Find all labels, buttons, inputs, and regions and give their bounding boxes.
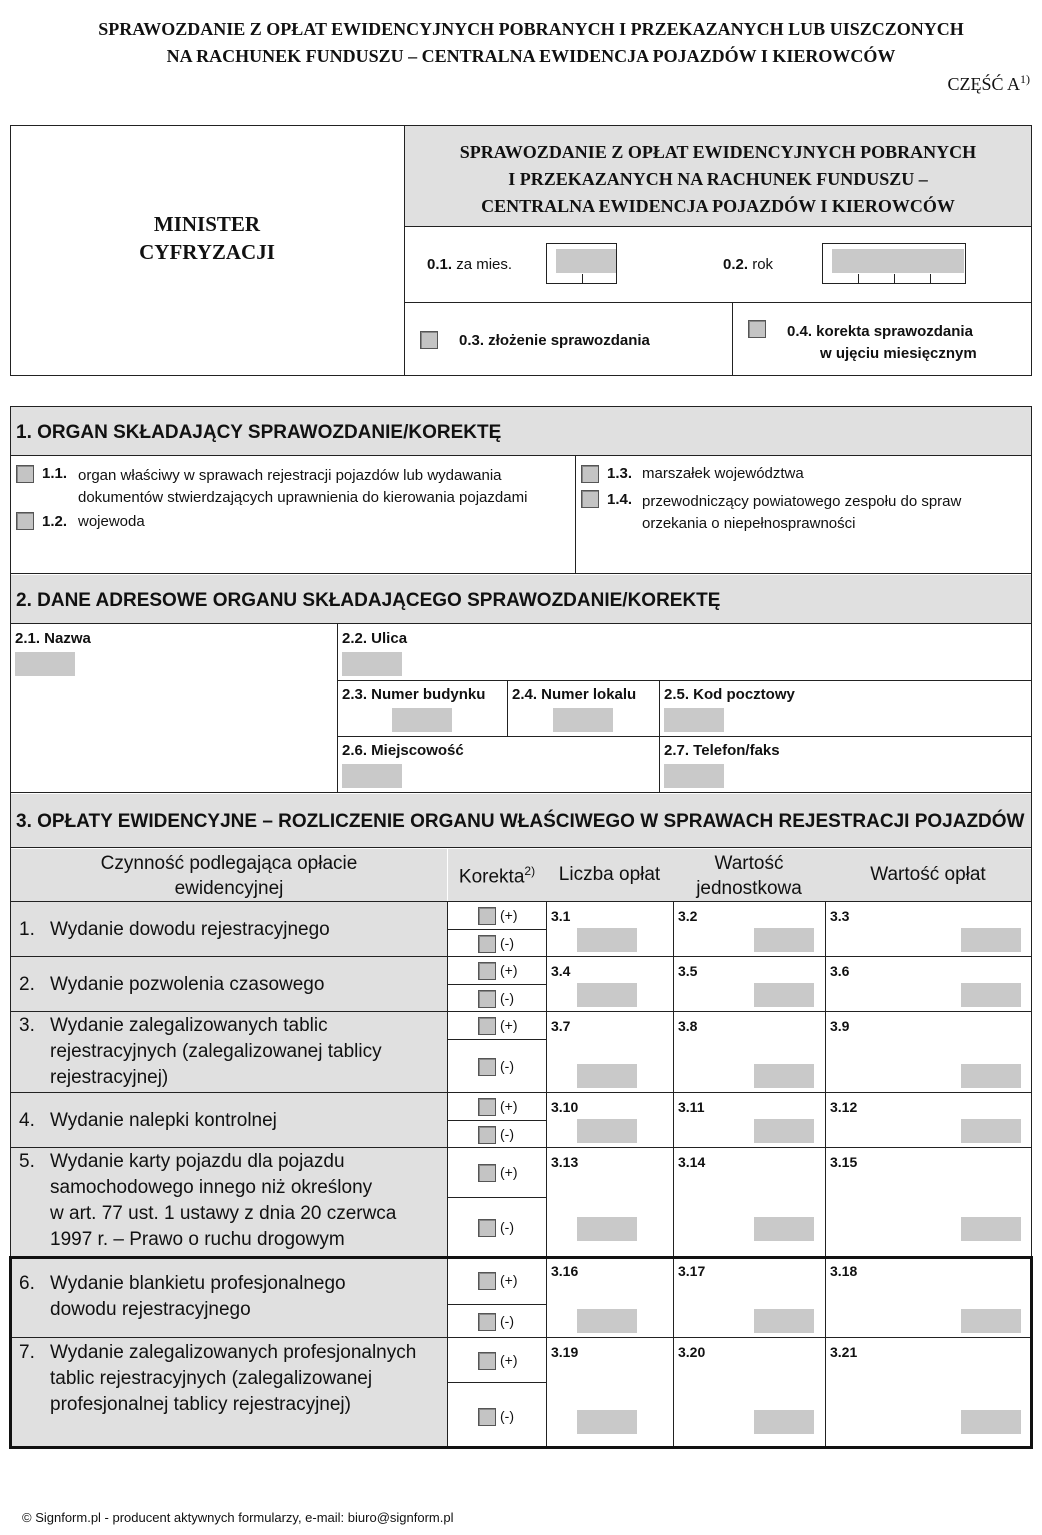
row-2-count-input[interactable] <box>577 983 637 1007</box>
minus-label: (-) <box>500 1313 514 1329</box>
row-divider <box>10 901 1032 902</box>
section3-title: 3. OPŁATY EWIDENCYJNE – ROZLICZENIE ORGANU WŁAŚCIWEGO W SPRAWACH REJESTRACJI POJAZDÓW <box>11 794 1031 848</box>
name-input[interactable] <box>15 652 75 676</box>
column-divider <box>673 956 674 1011</box>
city-label: 2.6. Miejscowość <box>342 742 464 759</box>
column-divider <box>673 1092 674 1147</box>
plus-label: (+) <box>500 1164 518 1180</box>
row-divider <box>10 956 1032 957</box>
row-3-minus-checkbox[interactable] <box>478 1058 496 1076</box>
unit-cell-number: 3.2 <box>678 908 698 924</box>
submit-label: 0.3. złożenie sprawozdania <box>459 332 650 349</box>
minus-label: (-) <box>500 1408 514 1424</box>
row-5-minus-checkbox[interactable] <box>478 1219 496 1237</box>
column-divider <box>825 1011 826 1092</box>
row-4-label: Wydanie nalepki kontrolnej <box>50 1110 277 1131</box>
row-6-number: 6. <box>19 1273 35 1294</box>
year-label: 0.2. rok <box>723 256 774 273</box>
row-6-label: Wydanie blankietu profesjonalnego dowodu rejestracyjnego <box>50 1273 346 1320</box>
row-2-number: 2. <box>19 974 35 995</box>
row-2-unit-value-input[interactable] <box>754 983 814 1007</box>
col-count-header: Liczba opłat <box>558 864 661 885</box>
row-1-unit-value-input[interactable] <box>754 928 814 952</box>
column-divider <box>673 1147 674 1256</box>
count-cell-number: 3.4 <box>551 963 571 979</box>
organ-1-3-checkbox[interactable] <box>581 465 599 483</box>
minus-label: (-) <box>500 1219 514 1235</box>
postal-label: 2.5. Kod pocztowy <box>664 686 795 703</box>
plus-label: (+) <box>500 1272 518 1288</box>
total-cell-number: 3.3 <box>830 908 850 924</box>
total-cell-number: 3.15 <box>830 1154 858 1170</box>
plus-label: (+) <box>500 962 518 978</box>
month-label: 0.1. za mies. <box>427 256 513 273</box>
row-3-label: Wydanie zalegalizowanych tablic rejestracyjnych (zalegalizowanej tablicy rejestracyjnej) <box>50 1015 382 1088</box>
organ-1-2-label: wojewoda <box>78 513 145 530</box>
row-1-plus-checkbox[interactable] <box>478 907 496 925</box>
month-input[interactable] <box>546 243 617 284</box>
row-2-plus-checkbox[interactable] <box>478 962 496 980</box>
form-title-line1: SPRAWOZDANIE Z OPŁAT EWIDENCYJNYCH POBRANYCH I PRZEKAZANYCH LUB UISZCZONYCH <box>98 19 964 39</box>
report-title: SPRAWOZDANIE Z OPŁAT EWIDENCYJNYCH POBRANYCH I PRZEKAZANYCH NA RACHUNEK FUNDUSZU – CENTRALNA EWIDENCJA POJAZDÓW I KIEROWCÓW <box>405 126 1031 227</box>
row-4-total-value-input[interactable] <box>961 1119 1021 1143</box>
row-5-total-value-input[interactable] <box>961 1217 1021 1241</box>
unit-label: 2.4. Numer lokalu <box>512 686 637 703</box>
unit-cell-number: 3.20 <box>678 1344 706 1360</box>
year-input[interactable] <box>822 243 966 284</box>
plus-label: (+) <box>500 907 518 923</box>
row-4-unit-value-input[interactable] <box>754 1119 814 1143</box>
row-2-total-value-input[interactable] <box>961 983 1021 1007</box>
row-1-total-value-input[interactable] <box>961 928 1021 952</box>
organ-1-4-checkbox[interactable] <box>581 490 599 508</box>
plus-label: (+) <box>500 1098 518 1114</box>
correction-divider <box>447 1039 546 1040</box>
row-4-plus-checkbox[interactable] <box>478 1098 496 1116</box>
row-2-label: Wydanie pozwolenia czasowego <box>50 974 325 995</box>
organ-1-1-label: organ właściwy w sprawach rejestracji pojazdów lub wydawania dokumentów stwierdzających uprawnienia do kierowania pojazdami <box>78 467 528 506</box>
unit-cell-number: 3.11 <box>678 1099 705 1115</box>
correction-divider <box>447 1197 546 1198</box>
phone-label: 2.7. Telefon/faks <box>664 742 780 759</box>
name-label: 2.1. Nazwa <box>15 630 91 647</box>
postal-input[interactable] <box>664 708 724 732</box>
minus-label: (-) <box>500 1126 514 1142</box>
col-total-header: Wartość opłat <box>870 864 986 885</box>
row-2-minus-checkbox[interactable] <box>478 990 496 1008</box>
row-5-number: 5. <box>19 1151 35 1172</box>
row-3-total-value-input[interactable] <box>961 1064 1021 1088</box>
row-5-label: Wydanie karty pojazdu dla pojazdu samochodowego innego niż określony w art. 77 ust. 1 ustawy z dnia 20 czerwca 1997 r. – Prawo o ruchu drogowym <box>50 1151 397 1250</box>
row-divider <box>10 1011 1032 1012</box>
unit-cell-number: 3.5 <box>678 963 698 979</box>
row-4-minus-checkbox[interactable] <box>478 1126 496 1144</box>
section1-title: 1. ORGAN SKŁADAJĄCY SPRAWOZDANIE/KOREKTĘ <box>11 407 1031 456</box>
correction-label: 0.4. korekta sprawozdania w ujęciu miesięcznym <box>787 323 977 362</box>
minus-label: (-) <box>500 935 514 951</box>
row-1-minus-checkbox[interactable] <box>478 935 496 953</box>
form-title <box>0 16 1042 70</box>
street-label: 2.2. Ulica <box>342 630 408 647</box>
organ-1-4-label: przewodniczący powiatowego zespołu do spraw orzekania o niepełnosprawności <box>642 493 962 532</box>
col-unit-header: Wartość jednostkowa <box>696 853 802 899</box>
row-7-label: Wydanie zalegalizowanych profesjonalnych tablic rejestracyjnych (zalegalizowanej profesjonalnej tablicy rejestracyjnej) <box>50 1342 417 1415</box>
column-divider <box>546 956 547 1011</box>
column-divider <box>673 901 674 956</box>
phone-input[interactable] <box>664 764 724 788</box>
row-divider <box>10 1147 1032 1148</box>
col-correction-header: Korekta$^{2)}$ <box>458 864 536 888</box>
count-cell-number: 3.13 <box>551 1154 579 1170</box>
column-divider <box>825 901 826 956</box>
correction-divider <box>447 1120 546 1121</box>
submit-checkbox[interactable] <box>420 331 438 349</box>
count-cell-number: 3.1 <box>551 908 571 924</box>
unit-cell-number: 3.8 <box>678 1018 698 1034</box>
organ-1-2-checkbox[interactable] <box>16 512 34 530</box>
organ-1-1-checkbox[interactable] <box>16 465 34 483</box>
plus-label: (+) <box>500 1352 518 1368</box>
footer-text: © Signform.pl - producent aktywnych formularzy, e-mail: biuro@signform.pl <box>22 1510 454 1525</box>
column-divider <box>546 1092 547 1147</box>
building-input[interactable] <box>392 708 452 732</box>
column-divider <box>447 1147 448 1256</box>
column-divider <box>546 1011 547 1092</box>
row-1-label: Wydanie dowodu rejestracyjnego <box>50 919 330 940</box>
column-divider <box>825 1092 826 1147</box>
row-5-count-input[interactable] <box>577 1217 637 1241</box>
minus-label: (-) <box>500 1058 514 1074</box>
column-divider <box>825 1147 826 1256</box>
building-label: 2.3. Numer budynku <box>342 686 486 703</box>
column-divider <box>825 956 826 1011</box>
organ-1-3-label: marszałek województwa <box>642 465 804 482</box>
minus-label: (-) <box>500 990 514 1006</box>
col-action-header: Czynność podlegająca opłacie ewidencyjnej <box>100 853 358 899</box>
column-divider <box>447 1011 448 1092</box>
total-cell-number: 3.12 <box>830 1099 858 1115</box>
row-3-unit-value-input[interactable] <box>754 1064 814 1088</box>
city-input[interactable] <box>342 764 402 788</box>
unit-cell-number: 3.14 <box>678 1154 706 1170</box>
correction-checkbox[interactable] <box>748 320 766 338</box>
row-divider <box>10 1092 1032 1093</box>
column-divider <box>673 1011 674 1092</box>
count-cell-number: 3.16 <box>551 1263 579 1279</box>
part-label: CZĘŚĆ $A^{1)}$ <box>947 72 1030 94</box>
column-divider <box>546 1147 547 1256</box>
row-3-count-input[interactable] <box>577 1064 637 1088</box>
total-cell-number: 3.21 <box>830 1344 858 1360</box>
row-3-number: 3. <box>19 1015 35 1036</box>
plus-label: (+) <box>500 1017 518 1033</box>
row-5-plus-checkbox[interactable] <box>478 1164 496 1182</box>
form-title-line2: NA RACHUNEK FUNDUSZU – CENTRALNA EWIDENCJA POJAZDÓW I KIEROWCÓW <box>166 46 896 66</box>
count-cell-number: 3.7 <box>551 1018 571 1034</box>
row-4-count-input[interactable] <box>577 1119 637 1143</box>
professional-rows-frame <box>9 1256 1033 1449</box>
row-3-plus-checkbox[interactable] <box>478 1017 496 1035</box>
street-input[interactable] <box>342 652 402 676</box>
row-5-unit-value-input[interactable] <box>754 1217 814 1241</box>
minister-name: MINISTER CYFRYZACJI <box>139 212 275 264</box>
count-cell-number: 3.10 <box>551 1099 579 1115</box>
count-cell-number: 3.19 <box>551 1344 579 1360</box>
total-cell-number: 3.6 <box>830 963 850 979</box>
unit-cell-number: 3.17 <box>678 1263 706 1279</box>
total-cell-number: 3.9 <box>830 1018 850 1034</box>
correction-divider <box>447 984 546 985</box>
row-7-number: 7. <box>19 1342 35 1363</box>
unit-input[interactable] <box>553 708 613 732</box>
column-divider <box>546 901 547 956</box>
row-4-number: 4. <box>19 1110 35 1131</box>
row-1-count-input[interactable] <box>577 928 637 952</box>
correction-divider <box>447 929 546 930</box>
row-1-number: 1. <box>19 919 35 940</box>
section2-title: 2. DANE ADRESOWE ORGANU SKŁADAJĄCEGO SPRAWOZDANIE/KOREKTĘ <box>11 575 1031 624</box>
total-cell-number: 3.18 <box>830 1263 858 1279</box>
